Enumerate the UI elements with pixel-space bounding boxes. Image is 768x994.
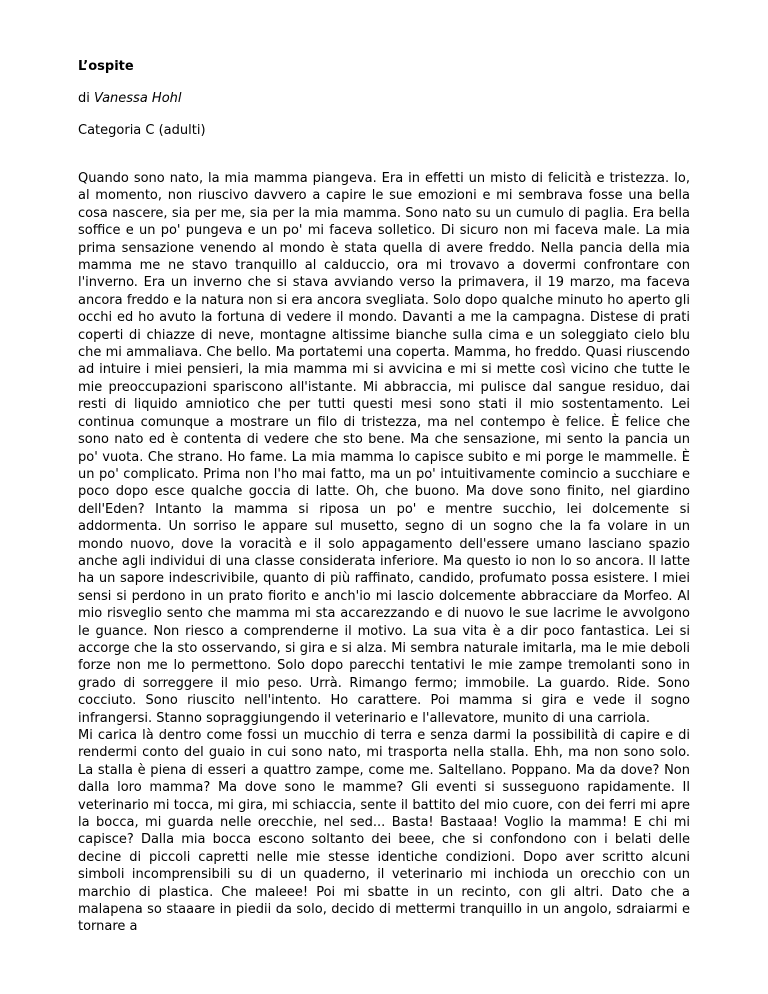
byline <box>78 90 690 107</box>
story-paragraph: Quando sono nato, la mia mamma piangeva. Era in effetti un misto di felicità e tristezza. Io, al momento, non riuscivo davvero a capire le sue emozioni e mi sembrava fosse una bella cosa nascere, sia per me, sia per la mia mamma. Sono nato su un cumulo di paglia. Era bella soffice e un po' pungeva e un po' mi faceva solletico. Di sicuro non mi faceva male. La mia prima sensazione venendo al mondo è stata quella di avere freddo. Nella pancia della mia mamma me ne stavo tranquillo al calduccio, ora mi trovavo a dovermi confrontare con l'inverno. Era un inverno che si stava avviando verso la primavera, il 19 marzo, ma faceva ancora freddo e la natura non si era ancora svegliata. Solo dopo qualche minuto ho aperto gli occhi ed ho avuto la fortuna di vedere il mondo. Davanti a me la campagna. Distese di prati coperti di chiazze di neve, montagne altissime bianche sulla cima e un soleggiato cielo blu che mi ammaliava. Che bello. Ma portatemi una coperta. Mamma, ho freddo. Quasi riuscendo ad intuire i miei pensieri, la mia mamma mi si avvicina e mi si mette così vicino che tutte le mie preoccupazioni spariscono all'istante. Mi abbraccia, mi pulisce dal sangue residuo, dai resti di liquido amniotico che per tutti questi mesi sono stati il mio sostentamento. Lei continua comunque a mostrare un filo di tristezza, ma nel contempo è felice. È felice che sono nato ed è contenta di vedere che sto bene. Ma che sensazione, mi sento la pancia un po' vuota. Che strano. Ho fame. La mia mamma lo capisce subito e mi porge le mammelle. È un po' complicato. Prima non l'ho mai fatto, ma un po' intuitivamente comincio a succhiare e poco dopo esce qualche goccia di latte. Oh, che buono. Ma dove sono finito, nel giardino dell'Eden? Intanto la mamma si riposa un po' e mentre succhio, lei dolcemente si addormenta. Un sorriso le appare sul musetto, segno di un sogno che la fa volare in un mondo nuovo, dove la voracità e il solo appagamento dell'essere umano lasciano spazio anche agli individui di una classe considerata inferiore. Ma questo io non lo so ancora. Il latte ha un sapore indescrivibile, quanto di più raffinato, candido, profumato possa esistere. I miei sensi si perdono in un prato fiorito e anch'io mi lascio dolcemente abbracciare da Morfeo. Al mio risveglio sento che mamma mi sta accarezzando e di nuovo le sue lacrime le avvolgono le guance. Non riesco a comprenderne il motivo. La sua vita è a dir poco fantastica. Lei si accorge che la sto osservando, si gira e si alza. Mi sembra naturale imitarla, ma le mie deboli forze non me lo permettono. Solo dopo parecchi tentativi le mie zampe tremolanti sono in grado di sorreggere il mio peso. Urrà. Rimango fermo; immobile. La guardo. Ride. Sono cocciuto. Sono riuscito nell'intento. Ho carattere. Poi mamma si gira e vede il sogno infrangersi. Stanno sopraggiungendo il veterinario e l'allevatore, munito di una carriola. <box>78 171 690 726</box>
author-name: Vanessa Hohl <box>94 91 182 106</box>
document-page <box>78 58 690 936</box>
story-paragraph: Mi carica là dentro come fossi un mucchio di terra e senza darmi la possibilità di capire e di rendermi conto del guaio in cui sono nato, mi trasporta nella stalla. Ehh, ma non sono solo. La stalla è piena di esseri a quattro zampe, come me. Saltellano. Poppano. Ma da dove? Non dalla loro mamma? Ma dove sono le mamme? Gli eventi si susseguono rapidamente. Il veterinario mi tocca, mi gira, mi schiaccia, sente il battito del mio cuore, con dei ferri mi apre la bocca, mi guarda nelle orecchie, nel sed... Basta! Bastaaa! Voglio la mamma! E chi mi capisce? Dalla mia bocca escono soltanto dei beee, che si confondono con i belati delle decine di piccoli capretti nelle mie stesse identiche condizioni. Dopo aver scritto alcuni simboli incomprensibili su di un quaderno, il veterinario mi inchioda un orecchio con un marchio di plastica. Che maleee! Poi mi sbatte in un recinto, con gli altri. Dato che a malapena so staaare in piedii da solo, decido di mettermi tranquillo in un angolo, sdraiarmi e tornare a <box>78 728 690 935</box>
document-title: L’ospite <box>78 59 134 74</box>
story-body <box>78 170 690 936</box>
category-label: Categoria C (adulti) <box>78 123 206 138</box>
byline-prefix: di <box>78 91 90 106</box>
